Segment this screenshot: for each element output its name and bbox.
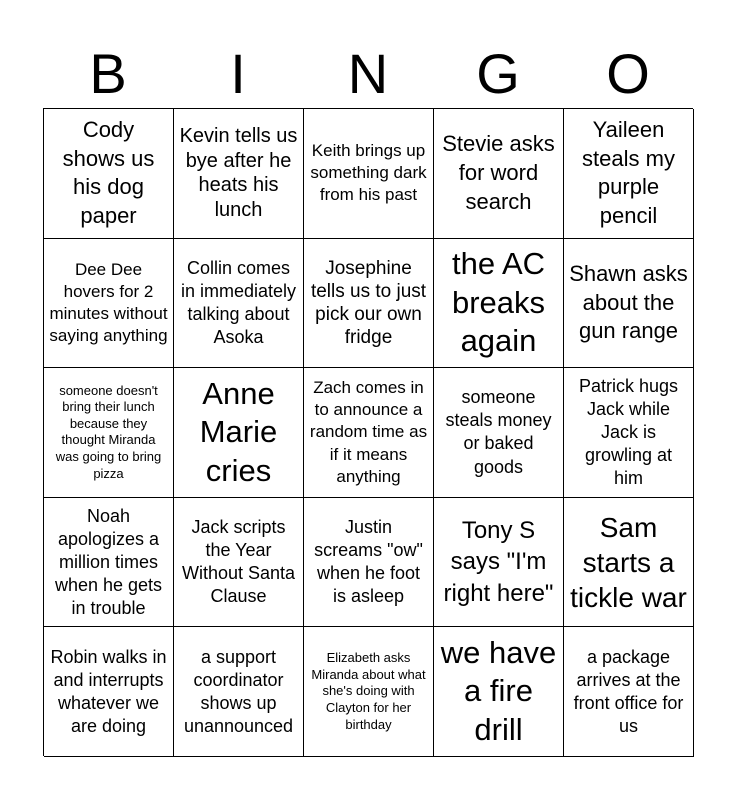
cell-text: a support coordinator shows up unannounced xyxy=(183,646,294,736)
header-letter-o: O xyxy=(606,42,650,105)
cell-text: Yaileen steals my purple pencil xyxy=(582,117,675,228)
bingo-cell[interactable] xyxy=(44,627,174,757)
bingo-cell[interactable] xyxy=(174,368,304,498)
bingo-cell[interactable] xyxy=(434,627,564,757)
bingo-cell[interactable] xyxy=(564,627,694,757)
bingo-cell[interactable] xyxy=(174,109,304,239)
cell-text: Noah apologizes a million times when he gets in trouble xyxy=(54,505,163,618)
header-letter-n: N xyxy=(347,42,389,105)
header-letter-b: B xyxy=(89,42,127,105)
cell-text: someone steals money or baked goods xyxy=(445,387,552,477)
cell-text: a package arrives at the front office for us xyxy=(573,646,684,736)
bingo-cell[interactable] xyxy=(304,239,434,369)
cell-text: Tony S says "I'm right here" xyxy=(443,517,554,607)
bingo-cell[interactable] xyxy=(434,239,564,369)
bingo-cell[interactable] xyxy=(304,368,434,498)
bingo-cell[interactable] xyxy=(174,627,304,757)
bingo-cell[interactable] xyxy=(564,109,694,239)
bingo-cell[interactable] xyxy=(44,498,174,628)
bingo-header xyxy=(43,40,693,108)
bingo-cell[interactable] xyxy=(44,368,174,498)
cell-text: Stevie asks for word search xyxy=(442,131,555,214)
bingo-cell[interactable] xyxy=(304,627,434,757)
cell-text: Patrick hugs Jack while Jack is growling at him xyxy=(578,375,679,489)
cell-text: Kevin tells us bye after he heats his lunch xyxy=(179,124,298,222)
cell-text: Zach comes in to announce a random time as if it means anything xyxy=(309,378,428,486)
cell-text: Shawn asks about the gun range xyxy=(569,261,688,344)
bingo-cell[interactable] xyxy=(44,239,174,369)
cell-text: Justin screams "ow" when he foot is asleep xyxy=(314,517,423,607)
bingo-cell[interactable] xyxy=(564,368,694,498)
bingo-cell[interactable] xyxy=(174,498,304,628)
bingo-cell[interactable] xyxy=(304,498,434,628)
cell-text: Keith brings up something dark from his past xyxy=(310,141,427,205)
cell-text: Collin comes in immediately talking about Asoka xyxy=(180,257,297,347)
cell-text: Jack scripts the Year Without Santa Clause xyxy=(181,517,296,607)
bingo-cell[interactable] xyxy=(564,498,694,628)
bingo-cell[interactable] xyxy=(434,498,564,628)
bingo-board xyxy=(43,108,693,756)
cell-text: Cody shows us his dog paper xyxy=(62,117,155,228)
bingo-cell[interactable] xyxy=(304,109,434,239)
cell-text: Elizabeth asks Miranda about what she's doing with Clayton for her birthday xyxy=(311,650,426,732)
cell-text: Robin walks in and interrupts whatever we are doing xyxy=(50,646,167,736)
header-letter-i: I xyxy=(230,42,246,105)
cell-text: Sam starts a tickle war xyxy=(570,511,687,613)
bingo-cell[interactable] xyxy=(564,239,694,369)
header-letter-g: G xyxy=(476,42,520,105)
cell-text: we have a fire drill xyxy=(440,635,557,747)
bingo-cell[interactable] xyxy=(434,368,564,498)
bingo-cell[interactable] xyxy=(434,109,564,239)
cell-text: Dee Dee hovers for 2 minutes without saying anything xyxy=(49,259,168,345)
bingo-cell[interactable] xyxy=(44,109,174,239)
bingo-cell[interactable] xyxy=(174,239,304,369)
cell-text: Josephine tells us to just pick our own fridge xyxy=(310,257,427,349)
cell-text: someone doesn't bring their lunch because they thought Miranda was going to bring pizza xyxy=(55,382,162,481)
cell-text: Anne Marie cries xyxy=(199,375,278,488)
cell-text: the AC breaks again xyxy=(451,246,546,359)
